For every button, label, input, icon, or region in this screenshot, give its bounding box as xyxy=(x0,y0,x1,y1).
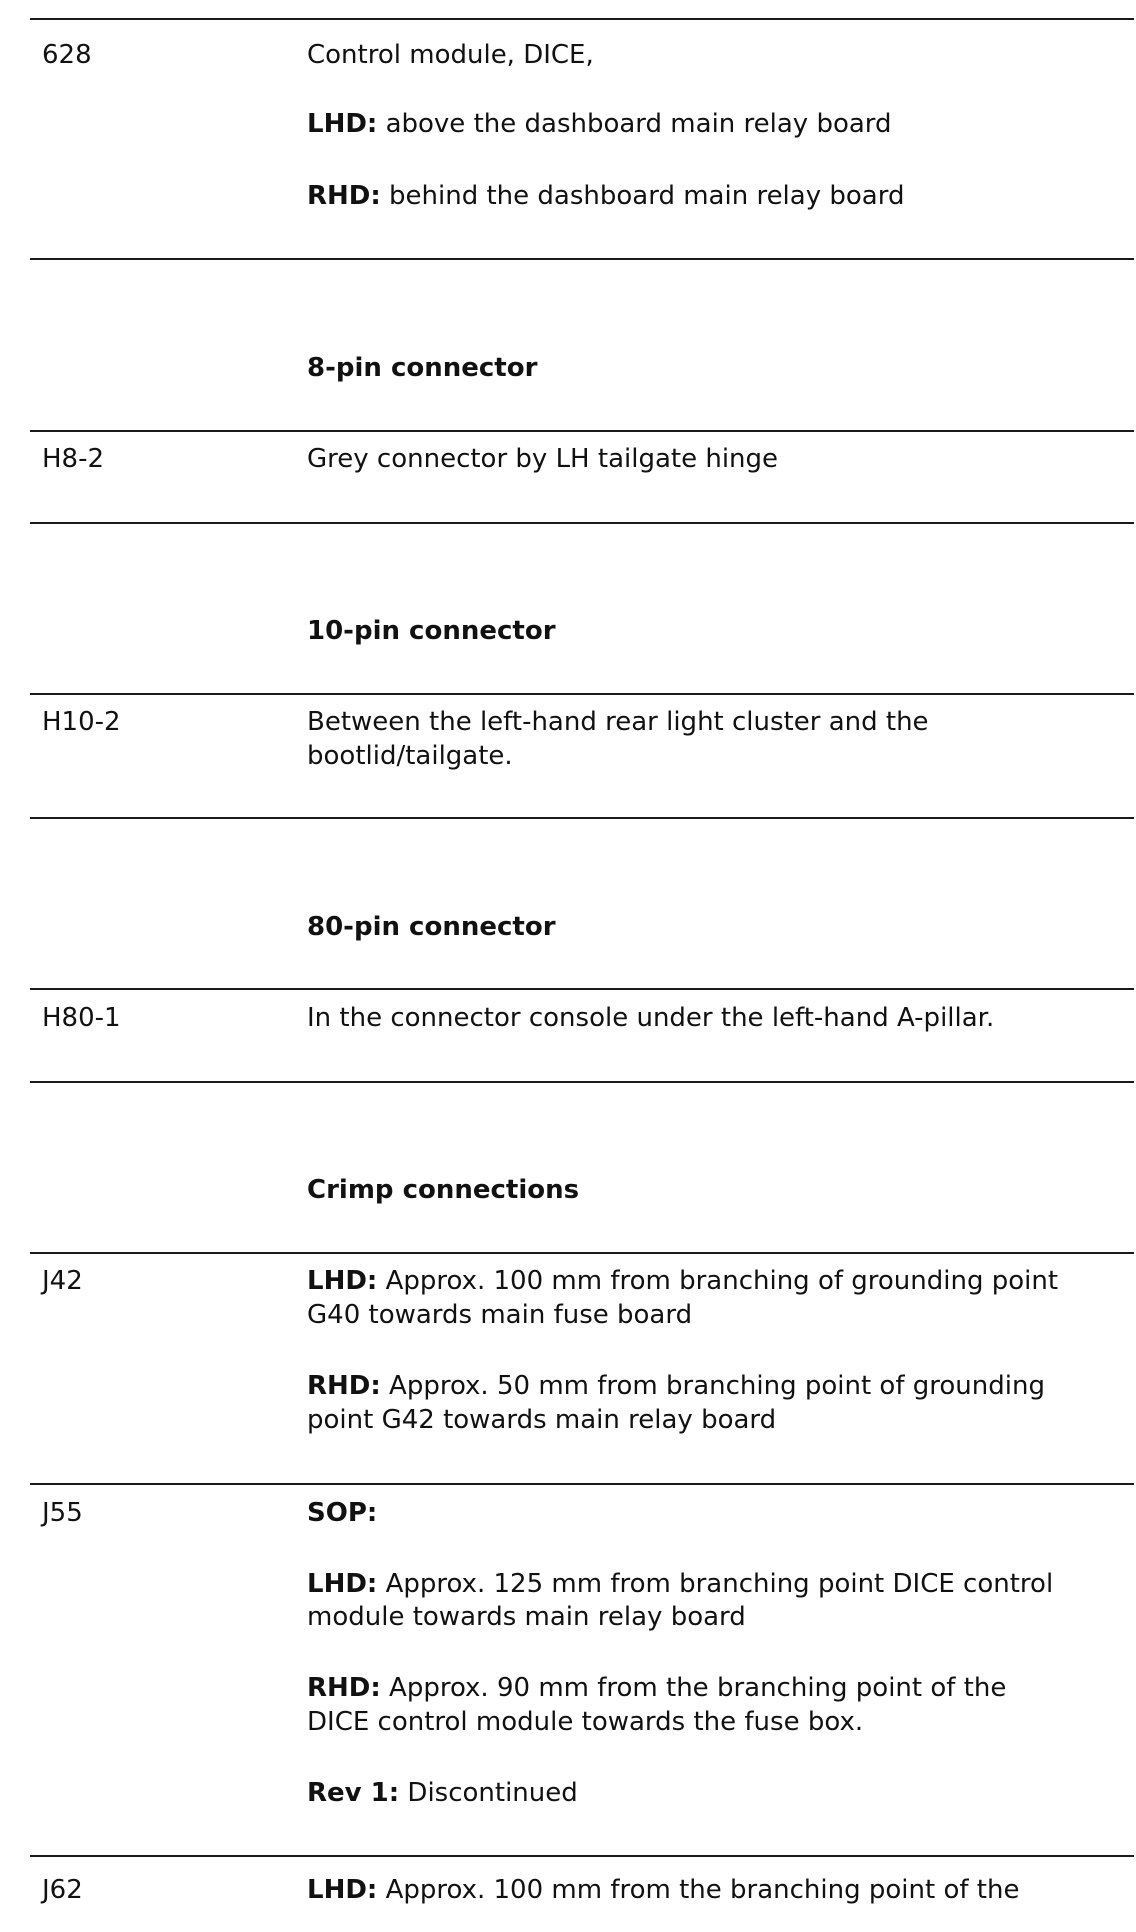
row-divider xyxy=(30,1252,1134,1254)
row-divider xyxy=(30,988,1134,990)
entry-code: J42 xyxy=(42,1266,83,1296)
entry-description-line xyxy=(307,1369,1045,1403)
entry-description-line xyxy=(307,1705,863,1739)
line-text: Approx. 100 mm from branching of grounding point xyxy=(377,1266,1059,1296)
entry-description-line xyxy=(307,1298,692,1332)
entry-description-line xyxy=(307,705,929,739)
line-text: G40 towards main fuse board xyxy=(307,1300,693,1330)
entry-code: H80-1 xyxy=(42,1003,121,1033)
entry-description-line xyxy=(307,107,892,141)
row-divider xyxy=(30,693,1134,695)
line-text: Approx. 50 mm from branching point of grounding xyxy=(380,1371,1045,1401)
line-label: LHD: xyxy=(307,1266,378,1296)
line-label: Rev 1: xyxy=(307,1778,400,1808)
entry-code: H10-2 xyxy=(42,707,121,737)
line-text: Grey connector by LH tailgate hinge xyxy=(307,444,779,474)
line-text: Between the left-hand rear light cluster and the xyxy=(307,707,929,737)
entry-description-line xyxy=(307,1776,578,1810)
line-text: Discontinued xyxy=(399,1778,578,1808)
line-label: RHD: xyxy=(307,181,381,211)
line-text: DICE control module towards the fuse box. xyxy=(307,1707,864,1737)
section-heading: 80-pin connector xyxy=(307,912,556,942)
row-divider xyxy=(30,258,1134,260)
row-divider xyxy=(30,1081,1134,1083)
entry-description-line xyxy=(307,1264,1058,1298)
entry-description-line xyxy=(307,38,594,72)
line-text: Approx. 125 mm from branching point DICE control xyxy=(377,1569,1054,1599)
line-text: Approx. 100 mm from the branching point of the xyxy=(377,1875,1020,1905)
entry-description-line xyxy=(307,442,778,476)
line-text: above the dashboard main relay board xyxy=(377,109,892,139)
line-text: module towards main relay board xyxy=(307,1602,746,1632)
line-label: LHD: xyxy=(307,1569,378,1599)
line-text: point G42 towards main relay board xyxy=(307,1405,777,1435)
entry-code: H8-2 xyxy=(42,444,105,474)
line-label: RHD: xyxy=(307,1371,381,1401)
line-label: SOP: xyxy=(307,1498,378,1528)
row-divider xyxy=(30,1855,1134,1857)
line-text: Control module, DICE, xyxy=(307,40,594,70)
row-divider xyxy=(30,18,1134,20)
row-divider xyxy=(30,1483,1134,1485)
line-text: behind the dashboard main relay board xyxy=(380,181,905,211)
entry-code: J62 xyxy=(42,1875,83,1905)
entry-description-line xyxy=(307,179,904,213)
row-divider xyxy=(30,522,1134,524)
entry-description-line xyxy=(307,1403,776,1437)
line-label: LHD: xyxy=(307,109,378,139)
entry-description-line xyxy=(307,1567,1053,1601)
line-text: bootlid/tailgate. xyxy=(307,741,513,771)
entry-description-line xyxy=(307,1496,377,1530)
row-divider xyxy=(30,430,1134,432)
line-label: LHD: xyxy=(307,1875,378,1905)
entry-code: 628 xyxy=(42,40,92,70)
section-heading: Crimp connections xyxy=(307,1175,580,1205)
entry-description-line xyxy=(307,1671,1006,1705)
entry-description-line xyxy=(307,1873,1019,1907)
line-text: Approx. 90 mm from the branching point of the xyxy=(380,1673,1007,1703)
line-text: In the connector console under the left-hand A-pillar. xyxy=(307,1003,995,1033)
line-label: RHD: xyxy=(307,1673,381,1703)
entry-code: J55 xyxy=(42,1498,83,1528)
section-heading: 10-pin connector xyxy=(307,616,556,646)
entry-description-line xyxy=(307,739,513,773)
entry-description-line xyxy=(307,1001,994,1035)
section-heading: 8-pin connector xyxy=(307,353,538,383)
row-divider xyxy=(30,817,1134,819)
entry-description-line xyxy=(307,1600,746,1634)
